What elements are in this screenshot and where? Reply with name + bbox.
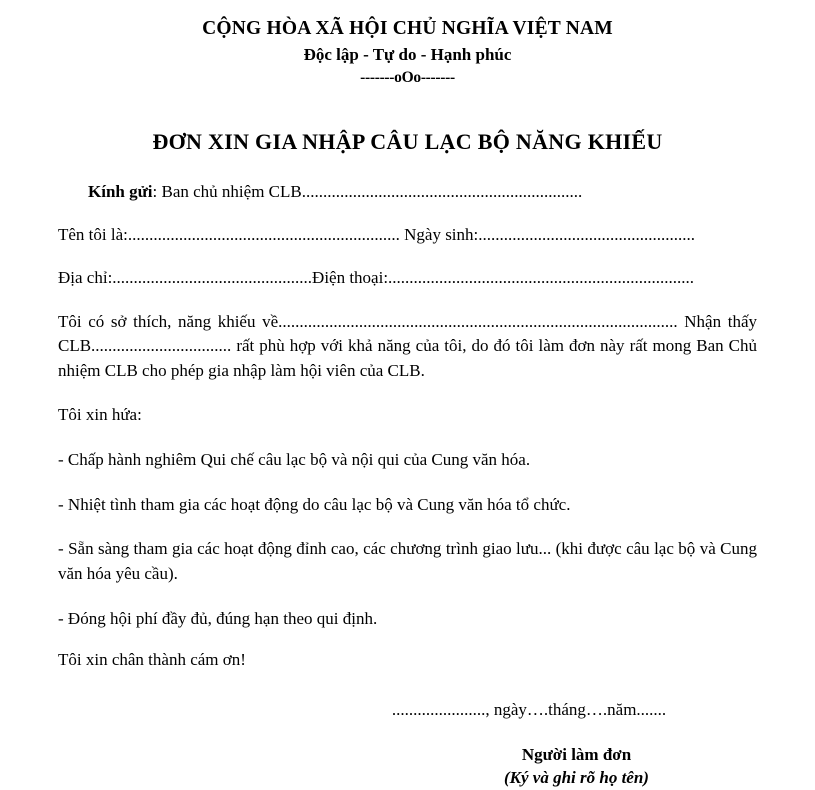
commitment-item: - Nhiệt tình tham gia các hoạt động do câu lạc bộ và Cung văn hóa tổ chức. [58, 494, 571, 514]
document-title: ĐƠN XIN GIA NHẬP CÂU LẠC BỘ NĂNG KHIẾU [152, 128, 663, 154]
commitment-item: - Chấp hành nghiêm Qui chế câu lạc bộ và nội qui của Cung văn hóa. [58, 450, 531, 470]
address-and-phone-field: Địa chỉ:...............................................Điện thoại:........................................................................ [58, 267, 695, 287]
thanks-line: Tôi xin chân thành cám ơn! [58, 650, 246, 670]
commitment-item: - Sẵn sàng tham gia các hoạt động đỉnh cao, các chương trình giao lưu... (khi được câu lạc bộ và Cung văn hóa yêu cầu). [58, 539, 757, 584]
signer-block [0, 744, 758, 790]
recipient-value: : Ban chủ nhiệm CLB.................................................................. [152, 181, 583, 201]
signer-title: Người làm đơn [521, 744, 632, 764]
interest-paragraph: Tôi có sở thích, năng khiếu về.............................................................................................. Nhận thấy CLB................................. rất phù hợp với khả năng của tôi, do đó tôi làm đơn này rất mong Ban Chủ nhiệm CLB cho phép gia nhập làm hội viên của CLB. [58, 311, 757, 380]
document-body [0, 224, 815, 673]
recipient-label: Kính gửi [88, 181, 153, 201]
name-and-birthdate-field: Tên tôi là:................................................................ Ngày sinh:................................................... [58, 224, 696, 244]
signature-block [0, 699, 815, 790]
national-motto: Độc lập - Tự do - Hạnh phúc [303, 45, 512, 65]
national-heading [0, 16, 815, 89]
document-page [0, 16, 815, 787]
commitment-item: - Đóng hội phí đầy đủ, đúng hạn theo qui định. [58, 608, 378, 628]
country-name: CỘNG HÒA XÃ HỘI CHỦ NGHĨA VIỆT NAM [202, 18, 613, 39]
heading-separator: -------oOo------- [360, 68, 455, 86]
promise-intro: Tôi xin hứa: [58, 405, 142, 425]
recipient-line [0, 181, 815, 204]
date-line: ......................, ngày….tháng….năm....... [391, 699, 667, 719]
signer-note: (Ký và ghi rõ họ tên) [504, 767, 649, 787]
